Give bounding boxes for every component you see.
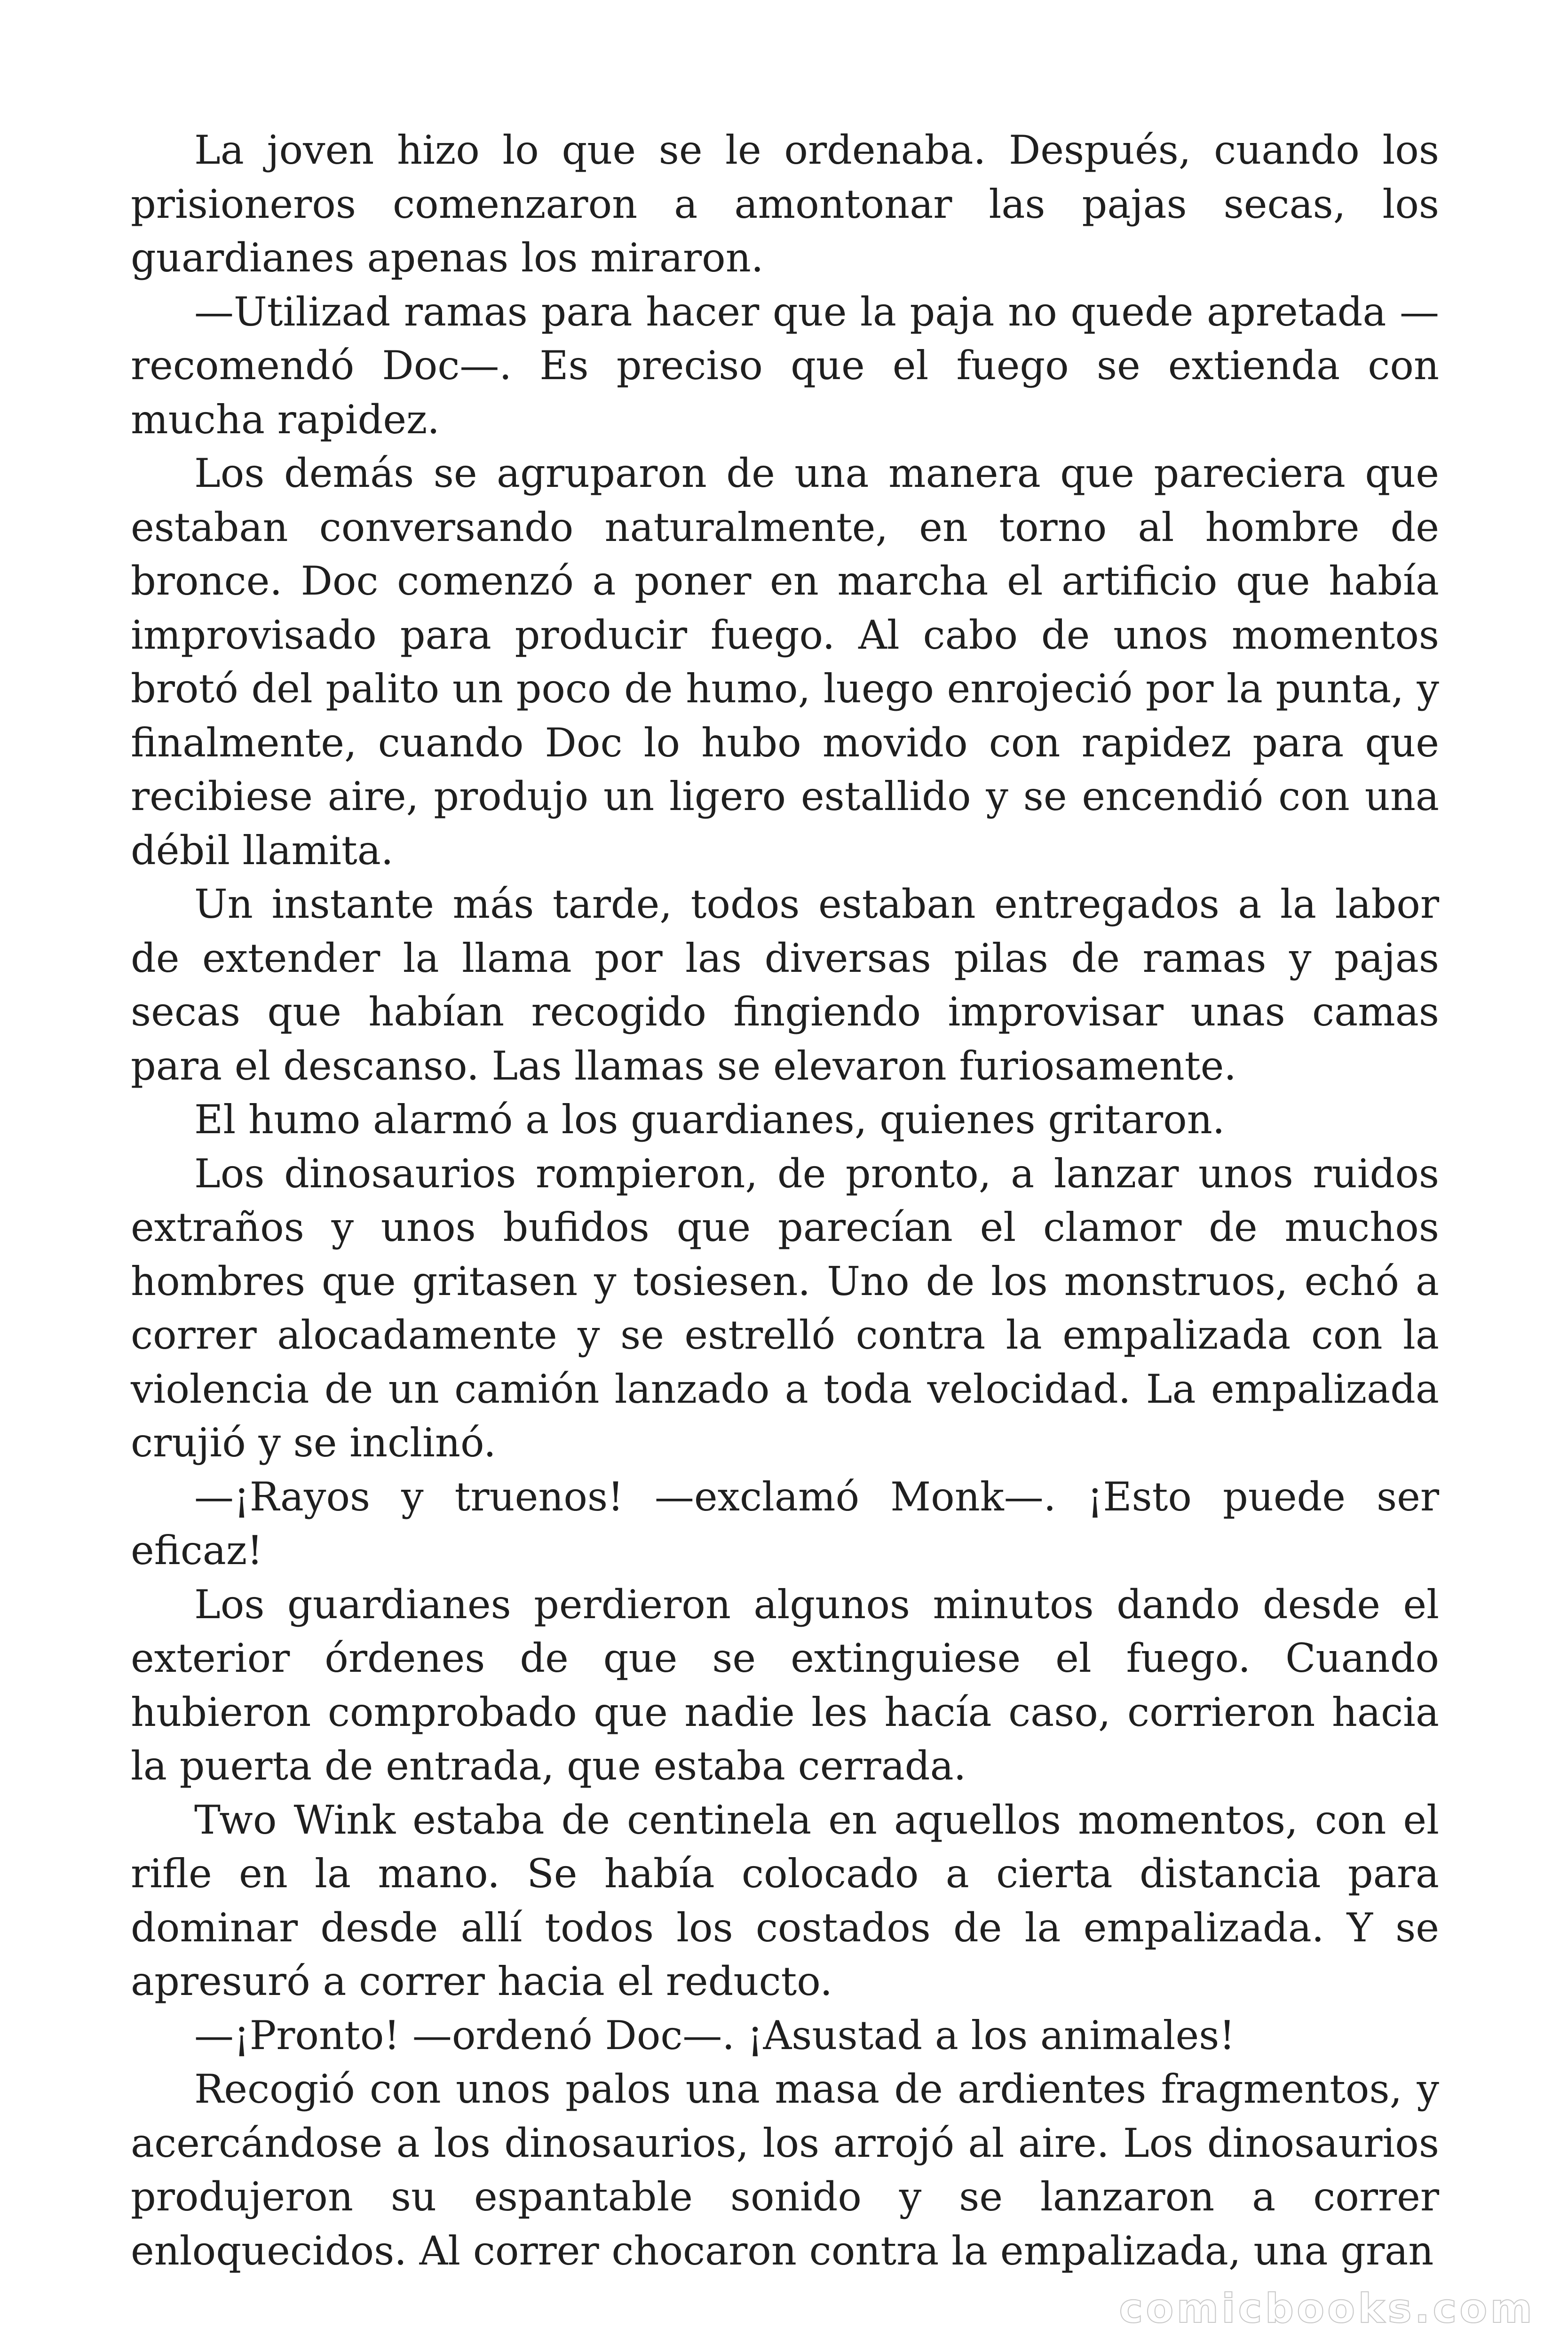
paragraph: Recogió con unos palos una masa de ardientes fragmentos, y acercándose a los dinosaurios, los arrojó al aire. Los dinosaurios produjeron su espantable sonido y se lanzaron a correr enloquecidos. Al correr chocaron contra la empalizada, una gran xyxy=(131,2066,1439,2274)
paragraph: —Utilizad ramas para hacer que la paja no quede apretada —recomendó Doc—. Es preciso que el fuego se extienda con mucha rapidez. xyxy=(131,288,1439,443)
paragraph: —¡Rayos y truenos! —exclamó Monk—. ¡Esto puede ser eficaz! xyxy=(131,1473,1439,1573)
paragraph: Un instante más tarde, todos estaban entregados a la labor de extender la llama por las diversas pilas de ramas y pajas secas que habían recogido fingiendo improvisar unas camas para el descanso. Las llamas se elevaron furiosamente. xyxy=(131,881,1439,1089)
watermark-logo: comicbooks.com xyxy=(1119,2285,1535,2332)
paragraph: La joven hizo lo que se le ordenaba. Después, cuando los prisioneros comenzaron a amontonar las pajas secas, los guardianes apenas los miraron. xyxy=(131,127,1439,281)
paragraph: Los guardianes perdieron algunos minutos dando desde el exterior órdenes de que se extinguiese el fuego. Cuando hubieron comprobado que nadie les hacía caso, corrieron hacia la puerta de entrada, que estaba cerrada. xyxy=(131,1581,1439,1789)
body-text xyxy=(131,123,1439,2278)
paragraph: —¡Pronto! —ordenó Doc—. ¡Asustad a los animales! xyxy=(194,2012,1235,2058)
paragraph: Los dinosaurios rompieron, de pronto, a lanzar unos ruidos extraños y unos bufidos que parecían el clamor de muchos hombres que gritasen y tosiesen. Uno de los monstruos, echó a correr alocadamente y se estrelló contra la empalizada con la violencia de un camión lanzado a toda velocidad. La empalizada crujió y se inclinó. xyxy=(131,1150,1439,1466)
paragraph: Two Wink estaba de centinela en aquellos momentos, con el rifle en la mano. Se había colocado a cierta distancia para dominar desde allí todos los costados de la empalizada. Y se apresuró a correr hacia el reducto. xyxy=(131,1796,1439,2004)
paragraph: Los demás se agruparon de una manera que pareciera que estaban conversando naturalmente, en torno al hombre de bronce. Doc comenzó a poner en marcha el artificio que había improvisado para producir fuego. Al cabo de unos momentos brotó del palito un poco de humo, luego enrojeció por la punta, y finalmente, cuando Doc lo hubo movido con rapidez para que recibiese aire, produjo un ligero estallido y se encendió con una débil llamita. xyxy=(131,450,1439,874)
paragraph: El humo alarmó a los guardianes, quienes gritaron. xyxy=(194,1097,1225,1143)
